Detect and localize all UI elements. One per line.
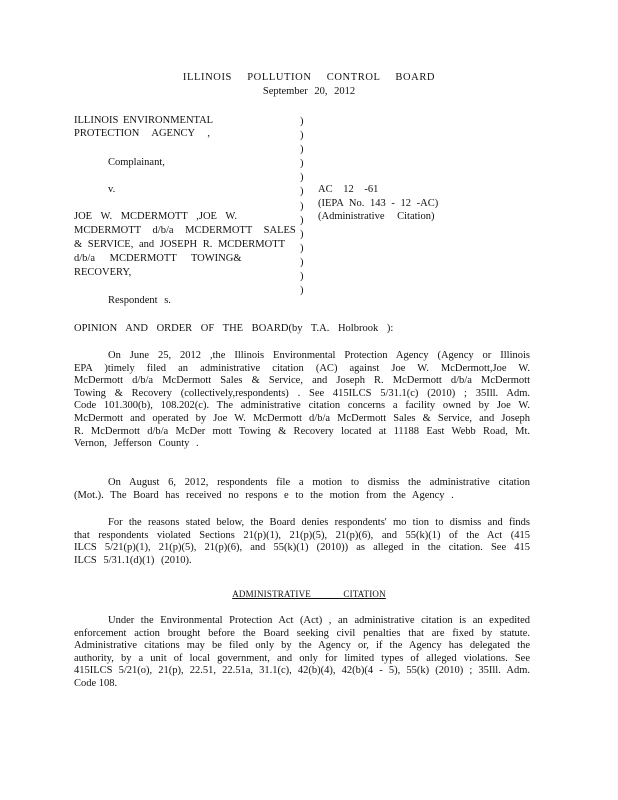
defendant-line-5: RECOVERY, (74, 267, 132, 278)
versus-label: v. (108, 184, 116, 195)
paragraph-administrative-citation: Under the Environmental Protection Act (Act) , an administrative citation is an expedited enforcement action brought before the Board seeking civil penalties that are fixed by statute. Administrative citations may be filed only by the Agency or, if the Agency has delegated the authority, by a unit of local government, and only for limited types of alleged violations. See 415ILCS 5/21(o), 21(p), 22.51, 22.51a, 31.1(c), 42(b)(4), 42(b)(4 - 5), 55(k) (2010) ; 35Ill. Adm. Code 108. (74, 615, 530, 689)
defendant-line-2: MCDERMOTT d/b/a MCDERMOTT SALES (74, 225, 296, 236)
plaintiff-line-1: ILLINOIS ENVIRONMENTAL (74, 115, 214, 126)
defendant-line-3: & SERVICE, and JOSEPH R. MCDERMOTT (74, 239, 286, 250)
case-number: AC 12 -61 (318, 184, 379, 195)
iepa-number: (IEPA No. 143 - 12 -AC) (318, 198, 439, 209)
paragraph-motion: On August 6, 2012, respondents file a motion to dismiss the administrative citation (Mot.). The Board has received no respons e to the motion from the Agency . (74, 477, 530, 501)
board-title: ILLINOIS POLLUTION CONTROL BOARD (182, 72, 436, 83)
complainant-label: Complainant, (108, 157, 165, 168)
plaintiff-line-2: PROTECTION AGENCY , (74, 128, 210, 139)
case-type: (Administrative Citation) (318, 211, 435, 222)
defendant-line-1: JOE W. MCDERMOTT ,JOE W. (74, 211, 237, 222)
caption-divider: ) ) ) ) ) ) ) ) ) ) ) ) ) (300, 116, 304, 297)
opinion-date: September 20, 2012 (262, 86, 356, 97)
paragraph-findings: For the reasons stated below, the Board denies respondents' mo tion to dismiss and finds that respondents violated Sections 21(p)(1), 21(p)(5), 21(p)(6), and 55(k)(1) of the Act (415 ILCS 5/21(p)(1), 21(p)(5), 21(p)(6), and 55(k)(1) (2010)) as alleged in the citation. See 415 ILCS 5/31.1(d)(1) (2010). (74, 517, 530, 566)
defendant-line-4: d/b/a MCDERMOTT TOWING& (74, 253, 242, 264)
section-heading: ADMINISTRATIVE CITATION (232, 589, 386, 599)
opinion-heading: OPINION AND ORDER OF THE BOARD(by T.A. Holbrook ): (74, 323, 394, 334)
respondents-label: Respondent s. (108, 295, 171, 306)
paragraph-filing: On June 25, 2012 ,the Illinois Environmental Protection Agency (Agency or Illinois EPA )timely filed an administrative citation (AC) against Joe W. McDermott,Joe W. McDermott d/b/a McDermott Sales & Service, and Joseph R. McDermott d/b/a McDermott Towing & Recovery (collectively,respondents) . See 415ILCS 5/31.1(c) (2010) ; 35Ill. Adm. Code 101.300(b), 108.202(c). The administrative citation concerns a facility owned by Joe W. McDermott and operated by Joe W. McDermott d/b/a McDermott Sales & Service, and Joseph R. McDermott d/b/a McDer mott Towing & Recovery located at 11188 East Webb Road, Mt. Vernon, Jefferson County . (74, 350, 530, 450)
